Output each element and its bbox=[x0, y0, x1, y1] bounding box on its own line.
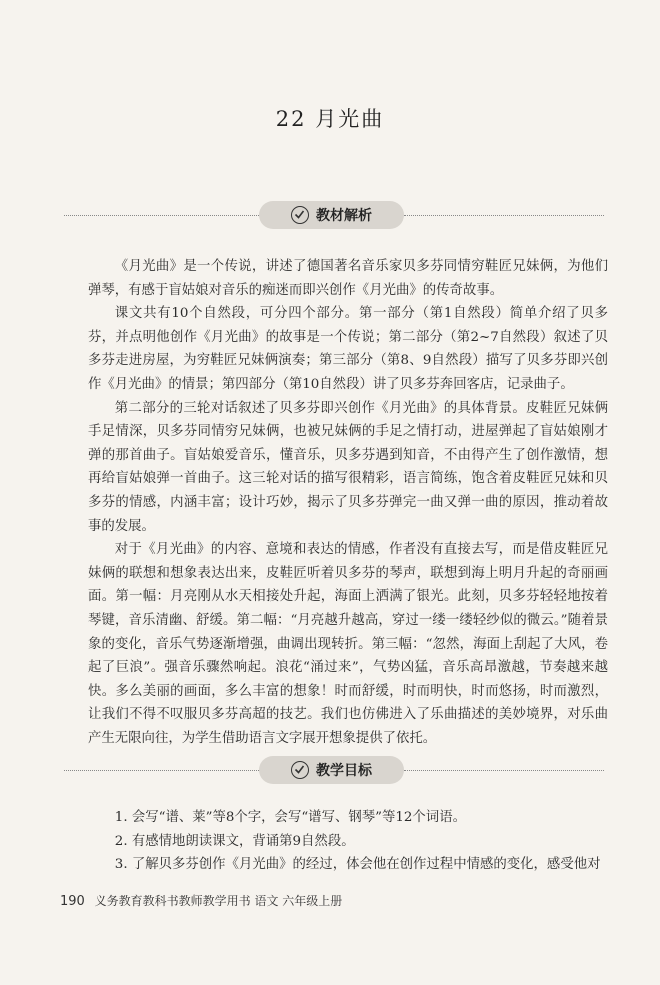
dotted-divider-right bbox=[404, 770, 604, 771]
paragraph: 《月光曲》是一个传说，讲述了德国著名音乐家贝多芬同情穷鞋匠兄妹俩，为他们弹琴，有感于盲姑娘对音乐的痴迷而即兴创作《月光曲》的传奇故事。 bbox=[88, 259, 608, 298]
list-item: 3. 了解贝多芬创作《月光曲》的经过，体会他在创作过程中情感的变化，感受他对 bbox=[114, 857, 601, 873]
paragraph: 对于《月光曲》的内容、意境和表达的情感，作者没有直接去写，而是借皮鞋匠兄妹俩的联想和想象表达出来，皮鞋匠听着贝多芬的琴声，联想到海上明月升起的奇丽画面。第一幅：月亮刚从水天相接处升起，海面上洒满了银光。此刻，贝多芬轻轻地按着琴键，音乐清幽、舒缓。第二幅：“月亮越升越高，穿过一缕一缕轻纱似的微云。”随着景象的变化，音乐气势逐渐增强，曲调出现转折。第三幅：“忽然，海面上刮起了大风，卷起了巨浪”。强音乐骤然响起。浪花“涌过来”，气势凶猛，音乐高昂激越，节奏越来越快。多么美丽的画面，多么丰富的想象！时而舒缓，时而明快，时而悠扬，时而激烈，让我们不得不叹服贝多芬高超的技艺。我们也仿佛进入了乐曲描述的美妙境界，对乐曲产生无限向往，为学生借助语言文字展开想象提供了依托。 bbox=[88, 542, 608, 746]
check-circle-icon bbox=[291, 761, 309, 779]
analysis-body bbox=[88, 255, 608, 750]
page-title: 22 月光曲 bbox=[275, 107, 385, 131]
section-heading: 教材解析 bbox=[316, 208, 372, 224]
section-heading: 教学目标 bbox=[316, 763, 372, 779]
paragraph: 课文共有10个自然段，可分四个部分。第一部分（第1自然段）简单介绍了贝多芬，并点明他创作《月光曲》的故事是一个传说；第二部分（第2~7自然段）叙述了贝多芬走进房屋，为穷鞋匠兄妹俩演奏；第三部分（第8、9自然段）描写了贝多芬即兴创作《月光曲》的情景；第四部分（第10自然段）讲了贝多芬奔回客店，记录曲子。 bbox=[88, 306, 608, 392]
goals-list bbox=[88, 806, 608, 877]
page-footer bbox=[60, 892, 620, 909]
list-item: 1. 会写“谱、莱”等8个字，会写“谱写、钢琴”等12个词语。 bbox=[114, 810, 466, 825]
section-header-goals bbox=[64, 756, 604, 786]
section-header-analysis bbox=[64, 201, 604, 231]
section-pill bbox=[259, 756, 404, 784]
book-title: 义务教育教科书教师教学用书 语文 六年级上册 bbox=[94, 894, 343, 908]
list-item: 2. 有感情地朗读课文，背诵第9自然段。 bbox=[114, 833, 355, 849]
dotted-divider-right bbox=[404, 215, 604, 216]
section-pill bbox=[259, 201, 404, 229]
check-circle-icon bbox=[291, 206, 309, 224]
dotted-divider-left bbox=[64, 215, 259, 216]
paragraph: 第二部分的三轮对话叙述了贝多芬即兴创作《月光曲》的具体背景。皮鞋匠兄妹俩手足情深，贝多芬同情穷兄妹俩，也被兄妹俩的手足之情打动，进屋弹起了盲姑娘刚才弹的那首曲子。盲姑娘爱音乐，懂音乐，贝多芬遇到知音，不由得产生了创作激情，想再给盲姑娘弹一首曲子。这三轮对话的描写很精彩，语言简练，饱含着皮鞋匠兄妹和贝多芬的情感，内涵丰富；设计巧妙，揭示了贝多芬弹完一曲又弹一曲的原因，推动着故事的发展。 bbox=[88, 400, 608, 534]
dotted-divider-left bbox=[64, 770, 259, 771]
page-number: 190 bbox=[60, 894, 85, 909]
